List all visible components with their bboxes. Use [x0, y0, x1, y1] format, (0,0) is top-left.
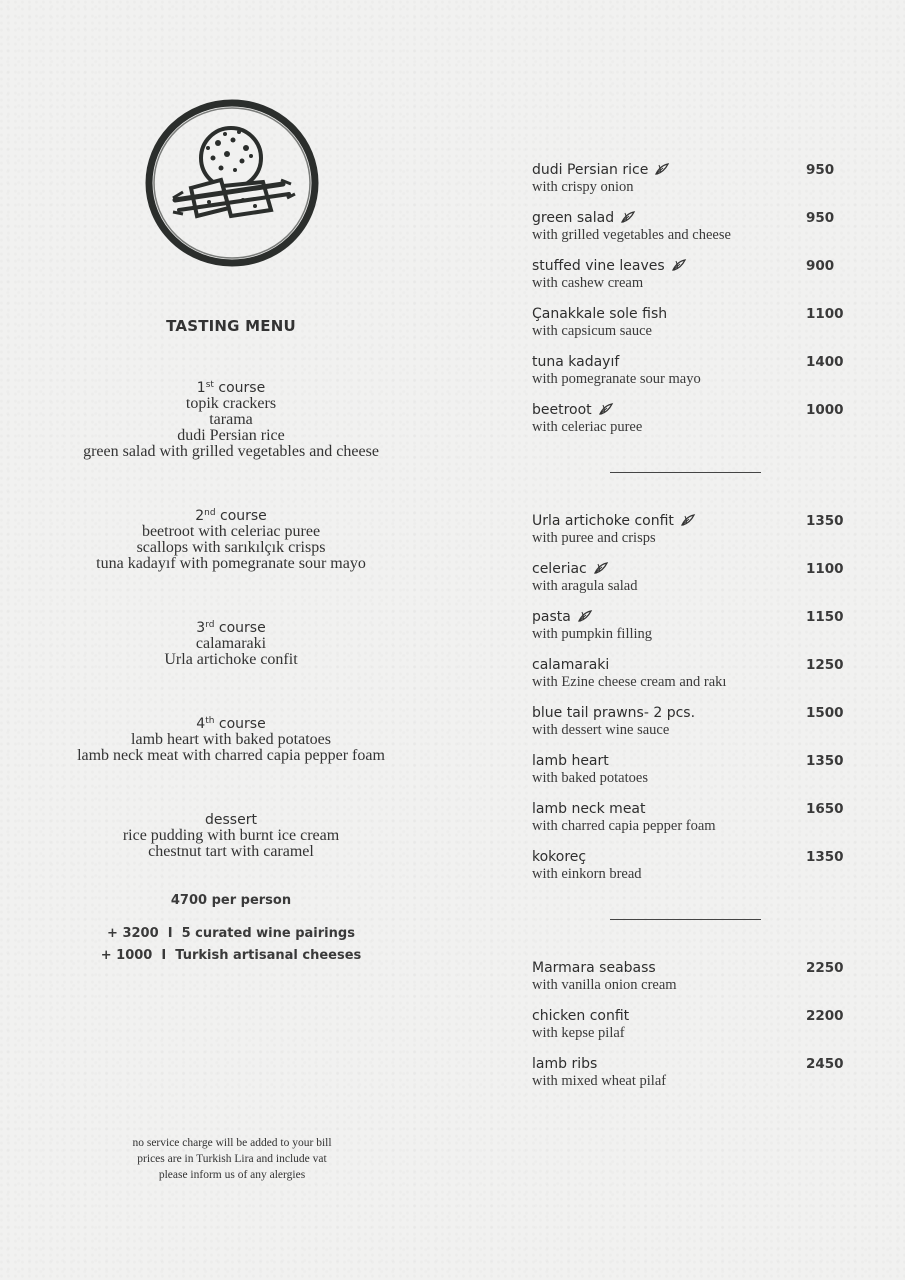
course-item: lamb heart with baked potatoes	[131, 731, 331, 748]
vegetarian-leaf-icon	[593, 561, 609, 575]
menu-item	[532, 353, 842, 393]
menu-item-description: with crispy onion	[532, 179, 634, 195]
course-block	[0, 381, 462, 460]
course-block	[0, 509, 462, 572]
menu-item-name: dudi Persian rice	[532, 161, 670, 179]
course-item: Urla artichoke confit	[164, 651, 298, 668]
menu-item	[532, 305, 842, 345]
course-item: dudi Persian rice	[177, 427, 285, 444]
menu-item-name: beetroot	[532, 401, 614, 419]
menu-item	[532, 401, 842, 441]
course-item: lamb neck meat with charred capia pepper foam	[77, 747, 385, 764]
tasting-menu-title: TASTING MENU	[166, 317, 296, 335]
cheese-pairings: + 1000 I Turkish artisanal cheeses	[100, 948, 362, 963]
menu-item	[532, 608, 842, 648]
course-block	[0, 813, 462, 860]
menu-item-price: 1000	[806, 402, 844, 418]
menu-item-price: 1650	[806, 801, 844, 817]
menu-item-description: with puree and crisps	[532, 530, 656, 546]
price-per-person: 4700 per person	[170, 893, 292, 908]
currency-note: prices are in Turkish Lira and include vat	[137, 1153, 327, 1165]
menu-item-price: 1350	[806, 753, 844, 769]
menu-item	[532, 512, 842, 552]
menu-item-price: 1500	[806, 705, 844, 721]
vegetarian-leaf-icon	[577, 609, 593, 623]
menu-item-name: calamaraki	[532, 657, 610, 673]
menu-item-description: with kepse pilaf	[532, 1025, 625, 1041]
menu-item-description: with pumpkin filling	[532, 626, 653, 642]
menu-item-name: lamb ribs	[532, 1056, 598, 1072]
course-item: tuna kadayıf with pomegranate sour mayo	[96, 555, 366, 572]
menu-item-name: kokoreç	[532, 849, 587, 865]
menu-item-description: with charred capia pepper foam	[532, 818, 716, 834]
menu-item-name: green salad	[532, 209, 636, 227]
footer-notes	[102, 1135, 362, 1183]
menu-item-name: celeriac	[532, 560, 609, 578]
menu-item-description: with Ezine cheese cream and rakı	[532, 674, 727, 690]
menu-item	[532, 560, 842, 600]
menu-item-price: 1100	[806, 561, 844, 577]
menu-item	[532, 1055, 842, 1095]
menu-item-description: with capsicum sauce	[532, 323, 652, 339]
menu-item-price: 1350	[806, 513, 844, 529]
menu-item	[532, 161, 842, 201]
wine-pairings: + 3200 I 5 curated wine pairings	[107, 926, 355, 941]
menu-item-name: Çanakkale sole fish	[532, 306, 668, 322]
section-divider	[610, 919, 761, 920]
course-item: green salad with grilled vegetables and cheese	[83, 443, 379, 460]
service-charge-note: no service charge will be added to your bill	[132, 1137, 332, 1149]
course-title: 2nd course	[195, 508, 267, 524]
menu-item	[532, 752, 842, 792]
course-block	[0, 621, 462, 668]
menu-item-name: lamb heart	[532, 753, 609, 769]
menu-item-description: with mixed wheat pilaf	[532, 1073, 667, 1089]
menu-item-price: 950	[806, 162, 835, 178]
menu-item-price: 1100	[806, 306, 844, 322]
menu-item	[532, 209, 842, 249]
menu-item-description: with celeriac puree	[532, 419, 643, 435]
menu-item-description: with grilled vegetables and cheese	[532, 227, 731, 243]
menu-item-name: pasta	[532, 608, 593, 626]
vegetarian-leaf-icon	[680, 513, 696, 527]
menu-item	[532, 1007, 842, 1047]
menu-item-description: with vanilla onion cream	[532, 977, 677, 993]
menu-item-price: 2200	[806, 1008, 844, 1024]
menu-item-price: 1400	[806, 354, 844, 370]
menu-item-name: Marmara seabass	[532, 960, 656, 976]
course-item: topik crackers	[185, 395, 277, 412]
menu-item-description: with aragula salad	[532, 578, 638, 594]
vegetarian-leaf-icon	[671, 258, 687, 272]
menu-item	[532, 257, 842, 297]
menu-item-price: 2250	[806, 960, 844, 976]
menu-item-price: 1350	[806, 849, 844, 865]
menu-item-price: 900	[806, 258, 835, 274]
vegetarian-leaf-icon	[620, 210, 636, 224]
menu-item-name: lamb neck meat	[532, 801, 646, 817]
vegetarian-leaf-icon	[598, 402, 614, 416]
section-divider	[610, 472, 761, 473]
allergy-note: please inform us of any alergies	[158, 1169, 306, 1181]
menu-item-price: 1250	[806, 657, 844, 673]
menu-item-price: 950	[806, 210, 835, 226]
menu-item	[532, 959, 842, 999]
course-item: beetroot with celeriac puree	[141, 523, 321, 540]
menu-item-price: 2450	[806, 1056, 844, 1072]
course-item: scallops with sarıkılçık crisps	[136, 539, 326, 556]
menu-item-name: chicken confit	[532, 1008, 630, 1024]
course-title: dessert	[205, 812, 257, 828]
menu-item-price: 1150	[806, 609, 844, 625]
course-item: tarama	[209, 411, 253, 428]
menu-item-description: with baked potatoes	[532, 770, 648, 786]
menu-item	[532, 848, 842, 888]
course-title: 4th course	[196, 716, 266, 732]
bread-logo-icon	[143, 98, 321, 268]
course-item: calamaraki	[195, 635, 267, 652]
course-block	[0, 717, 462, 764]
course-item: rice pudding with burnt ice cream	[122, 827, 340, 844]
menu-item-description: with pomegranate sour mayo	[532, 371, 701, 387]
course-title: 3rd course	[196, 620, 266, 636]
menu-item	[532, 704, 842, 744]
menu-item-description: with einkorn bread	[532, 866, 642, 882]
menu-item	[532, 800, 842, 840]
course-title: 1st course	[196, 380, 266, 396]
menu-item-description: with cashew cream	[532, 275, 644, 291]
menu-item-name: stuffed vine leaves	[532, 257, 687, 275]
course-item: chestnut tart with caramel	[148, 843, 314, 860]
menu-item-name: blue tail prawns- 2 pcs.	[532, 705, 696, 721]
menu-item-name: Urla artichoke confit	[532, 512, 696, 530]
menu-item	[532, 656, 842, 696]
vegetarian-leaf-icon	[654, 162, 670, 176]
menu-item-description: with dessert wine sauce	[532, 722, 670, 738]
menu-item-name: tuna kadayıf	[532, 354, 620, 370]
